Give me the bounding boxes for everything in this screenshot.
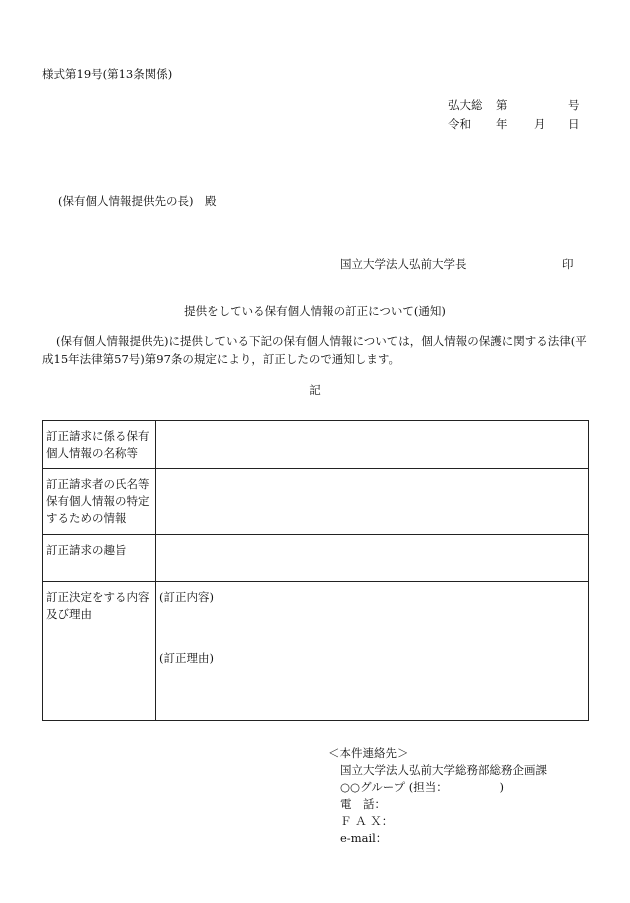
seal-mark: 印 (562, 257, 574, 271)
contact-department: 国立大学法人弘前大学総務部総務企画課 (340, 763, 547, 777)
contact-block (328, 745, 547, 847)
sender-name: 国立大学法人弘前大学長 (340, 257, 467, 271)
row-value (156, 421, 589, 469)
form-number: 様式第19号(第13条関係) (42, 67, 173, 81)
row-label: 訂正請求の趣旨 (43, 535, 156, 582)
number-label: 第 (496, 98, 508, 112)
date-era: 令和 (448, 117, 471, 131)
row-value (156, 469, 589, 535)
table-row (43, 582, 589, 721)
row-value (156, 535, 589, 582)
table-row (43, 469, 589, 535)
correction-content-label: (訂正内容) (159, 590, 214, 604)
table-row (43, 421, 589, 469)
number-suffix: 号 (568, 98, 580, 112)
contact-heading: ＜本件連絡先＞ (328, 746, 409, 760)
date-day: 日 (568, 117, 580, 131)
contact-fax: Ｆ Ａ Ｘ： (340, 814, 394, 828)
correction-table (42, 420, 589, 721)
contact-group: ○○グループ (担当： ) (340, 780, 505, 794)
date-month: 月 (534, 117, 546, 131)
row-label: 訂正請求者の氏名等保有個人情報の特定するための情報 (43, 469, 156, 535)
ki-heading: 記 (309, 383, 321, 397)
row-label: 訂正請求に係る保有個人情報の名称等 (43, 421, 156, 469)
contact-phone: 電 話： (340, 797, 386, 811)
row-value (156, 582, 589, 721)
addressee: (保有個人情報提供先の長) 殿 (58, 194, 217, 208)
contact-email: e-mail： (340, 831, 388, 845)
document-title: 提供をしている保有個人情報の訂正について(通知) (184, 304, 446, 318)
body-text: (保有個人情報提供先)に提供している下記の保有個人情報については，個人情報の保護に関する法律(平成15年法律第57号)第97条の規定により，訂正したので通知します。 (42, 334, 587, 366)
correction-reason-label: (訂正理由) (159, 651, 214, 665)
reference-prefix: 弘大総 (448, 98, 483, 112)
row-label: 訂正決定をする内容及び理由 (43, 582, 156, 721)
table-row (43, 535, 589, 582)
date-year: 年 (496, 117, 508, 131)
